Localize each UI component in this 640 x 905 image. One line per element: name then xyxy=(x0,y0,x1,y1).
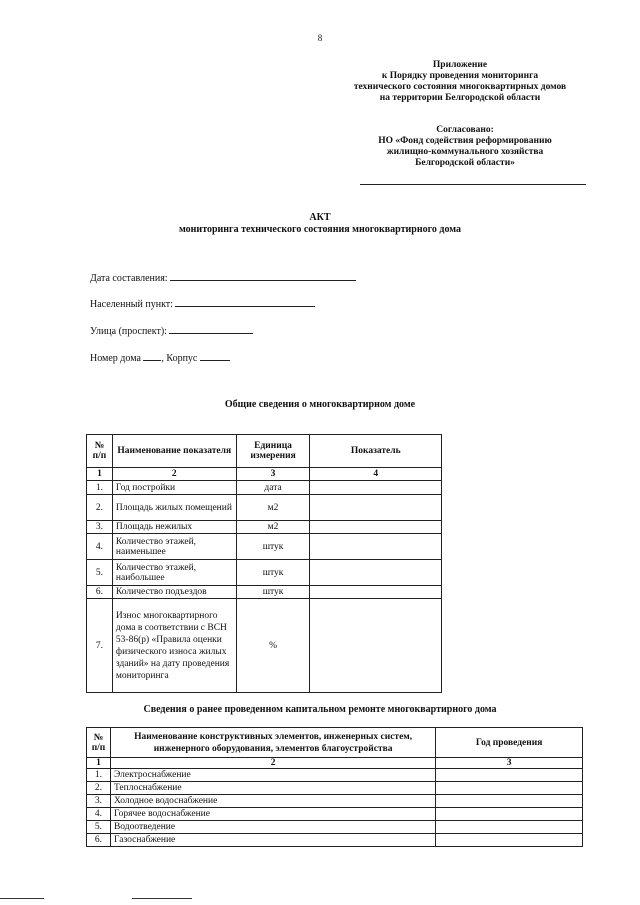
row-num: 3. xyxy=(87,795,111,808)
row-value[interactable] xyxy=(310,586,442,599)
footer-divider xyxy=(132,898,192,899)
row-value[interactable] xyxy=(310,599,442,693)
colnum: 1 xyxy=(87,468,113,481)
building-blank[interactable] xyxy=(200,350,230,361)
header-num: № п/п xyxy=(87,435,113,468)
row-name: Газоснабжение xyxy=(110,834,435,847)
locality-blank[interactable] xyxy=(175,296,315,307)
row-num: 2. xyxy=(87,782,111,795)
row-year[interactable] xyxy=(436,834,583,847)
row-unit: м2 xyxy=(236,521,310,534)
appendix-line: Приложение xyxy=(432,60,488,70)
table-row xyxy=(87,534,442,560)
row-num: 6. xyxy=(87,586,113,599)
repair-heading: Сведения о ранее проведенном капитальном ремонте многоквартирного дома xyxy=(143,704,497,715)
row-num: 5. xyxy=(87,560,113,586)
colnum: 4 xyxy=(310,468,442,481)
row-unit: штук xyxy=(236,534,310,560)
agreed-line: Белгородской области» xyxy=(415,158,515,168)
row-name: Площадь нежилых xyxy=(112,521,236,534)
colnum: 2 xyxy=(112,468,236,481)
header-unit: Единица измерения xyxy=(236,435,310,468)
house-blank[interactable] xyxy=(143,350,161,361)
row-year[interactable] xyxy=(436,821,583,834)
row-year[interactable] xyxy=(436,769,583,782)
row-value[interactable] xyxy=(310,534,442,560)
agreed-line: НО «Фонд содействия реформированию xyxy=(378,136,552,146)
row-num: 4. xyxy=(87,534,113,560)
row-name: Горячее водоснабжение xyxy=(110,808,435,821)
agreed-line: жилищно-коммунального хозяйства xyxy=(386,147,544,157)
row-name: Количество этажей, наименьшее xyxy=(112,534,236,560)
agreed-line: Согласовано: xyxy=(436,125,494,135)
header-value: Показатель xyxy=(310,435,442,468)
building-label: Корпус xyxy=(166,353,198,364)
colnum: 3 xyxy=(236,468,310,481)
colnum: 2 xyxy=(110,758,435,769)
appendix-line: к Порядку проведения мониторинга xyxy=(381,71,539,81)
title-act: АКТ xyxy=(309,212,331,223)
locality-field xyxy=(90,296,315,310)
row-name: Холодное водоснабжение xyxy=(110,795,435,808)
general-heading: Общие сведения о многоквартирном доме xyxy=(224,399,416,410)
signature-line xyxy=(360,184,586,185)
row-value[interactable] xyxy=(310,560,442,586)
row-name: Электроснабжение xyxy=(110,769,435,782)
page-number: 8 xyxy=(317,33,323,43)
row-num: 7. xyxy=(87,599,113,693)
row-year[interactable] xyxy=(436,795,583,808)
table-row xyxy=(87,782,583,795)
table-row xyxy=(87,521,442,534)
header-num: № п/п xyxy=(87,728,111,758)
table-row xyxy=(87,586,442,599)
street-field xyxy=(90,323,253,337)
row-name: Износ многоквартирного дома в соответствии с ВСН 53-86(р) «Правила оценки физического износа жилых зданий» на дату проведения мониторинга xyxy=(112,599,236,693)
table-row xyxy=(87,821,583,834)
table-row xyxy=(87,599,442,693)
street-blank[interactable] xyxy=(169,323,253,334)
appendix-line: технического состояния многоквартирных домов xyxy=(353,82,567,92)
date-blank[interactable] xyxy=(170,270,356,281)
date-field xyxy=(90,270,356,284)
row-name: Количество подъездов xyxy=(112,586,236,599)
row-name: Площадь жилых помещений xyxy=(112,495,236,521)
header-year: Год проведения xyxy=(436,728,583,758)
agreed-block xyxy=(330,125,600,169)
table-row xyxy=(87,769,583,782)
row-num: 4. xyxy=(87,808,111,821)
row-num: 2. xyxy=(87,495,113,521)
row-name: Год постройки xyxy=(112,481,236,495)
table-row xyxy=(87,560,442,586)
table-row xyxy=(87,495,442,521)
house-label: Номер дома xyxy=(90,353,141,364)
row-name: Теплоснабжение xyxy=(110,782,435,795)
row-value[interactable] xyxy=(310,495,442,521)
row-num: 1. xyxy=(87,481,113,495)
table-row xyxy=(87,834,583,847)
table-row xyxy=(87,795,583,808)
table-row xyxy=(87,481,442,495)
colnum: 3 xyxy=(436,758,583,769)
colnum: 1 xyxy=(87,758,111,769)
title-subtitle: мониторинга технического состояния многоквартирного дома xyxy=(178,224,461,235)
table-row xyxy=(87,808,583,821)
document-title xyxy=(0,212,640,236)
row-value[interactable] xyxy=(310,521,442,534)
date-label: Дата составления: xyxy=(90,273,168,284)
row-unit: штук xyxy=(236,560,310,586)
row-num: 5. xyxy=(87,821,111,834)
row-name: Водоотведение xyxy=(110,821,435,834)
header-name: Наименование конструктивных элементов, инженерных систем, инженерного оборудования, элементов благоустройства xyxy=(110,728,435,758)
row-unit: дата xyxy=(236,481,310,495)
row-unit: штук xyxy=(236,586,310,599)
repair-table xyxy=(86,727,583,847)
row-num: 6. xyxy=(87,834,111,847)
house-field: Номер дома , Корпус xyxy=(90,350,230,364)
row-name: Количество этажей, наибольшее xyxy=(112,560,236,586)
row-year[interactable] xyxy=(436,782,583,795)
locality-label: Населенный пункт: xyxy=(90,299,173,310)
header-name: Наименование показателя xyxy=(112,435,236,468)
row-unit: м2 xyxy=(236,495,310,521)
row-num: 1. xyxy=(87,769,111,782)
general-table xyxy=(86,434,442,693)
appendix-block xyxy=(320,60,600,104)
row-num: 3. xyxy=(87,521,113,534)
footer-divider xyxy=(0,898,44,899)
row-value[interactable] xyxy=(310,481,442,495)
row-unit: % xyxy=(236,599,310,693)
appendix-line: на территории Белгородской области xyxy=(379,93,541,103)
row-year[interactable] xyxy=(436,808,583,821)
street-label: Улица (проспект): xyxy=(90,326,167,337)
